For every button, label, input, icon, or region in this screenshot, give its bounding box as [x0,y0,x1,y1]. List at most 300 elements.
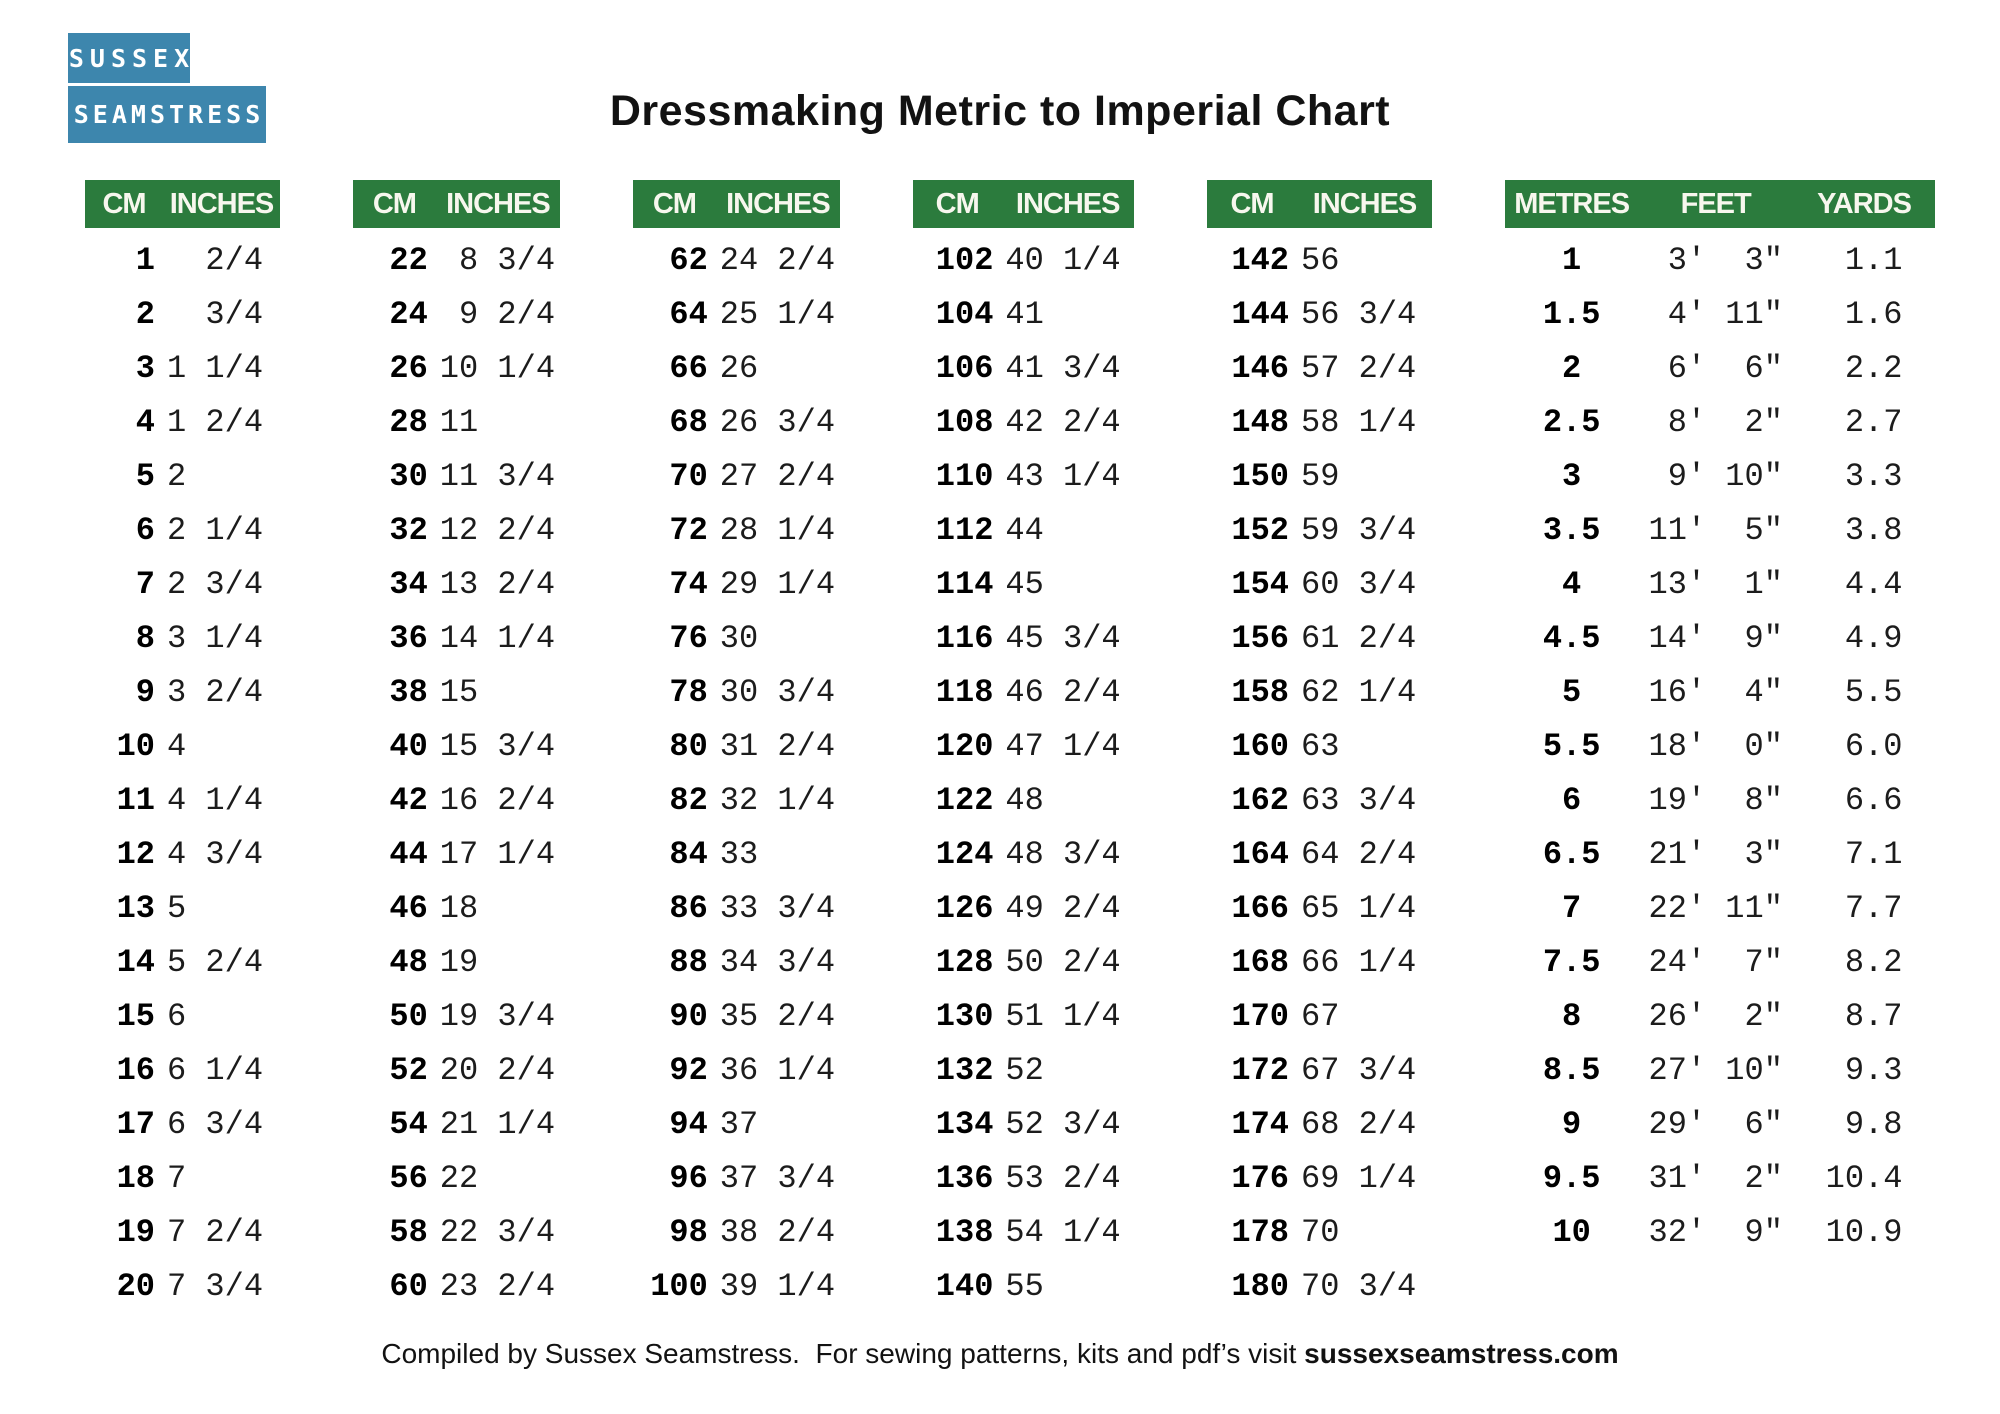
table-row [1207,557,1432,611]
table-row [85,719,280,773]
table-row [353,287,560,341]
cm-value: 142 [1231,241,1289,279]
cm-value: 42 [389,781,428,819]
feet-value: 11' 5" [1648,511,1783,549]
cm-value: 138 [935,1213,994,1251]
table-row [1207,989,1432,1043]
cm-value: 118 [935,673,994,711]
table-row [85,881,280,935]
cm-value: 17 [116,1105,155,1143]
yards-value: 2.2 [1825,349,1903,387]
feet-value: 14' 9" [1648,619,1783,657]
conversion-tables [85,180,1935,1313]
feet-value: 31' 2" [1648,1159,1783,1197]
cm-value: 76 [669,619,708,657]
logo-line-seamstress: SEAMSTRESS [68,86,266,143]
table-row [85,665,280,719]
inches-value: 67 3/4 [1301,1051,1417,1089]
inches-value: 37 [719,1105,759,1143]
table-row [85,935,280,989]
cm-value: 116 [935,619,994,657]
inches-value: 3 2/4 [167,673,264,711]
feet-value: 26' 2" [1648,997,1783,1035]
table-row [353,773,560,827]
cm-value: 90 [669,997,708,1035]
cm-value: 150 [1231,457,1289,495]
metres-value: 6 [1562,781,1582,819]
inches-value: 66 1/4 [1301,943,1417,981]
cm-value: 3 [135,349,155,387]
table-row [633,827,840,881]
table-row [353,557,560,611]
table-row [1207,287,1432,341]
inches-value: 70 3/4 [1301,1267,1417,1305]
cm-value: 114 [935,565,994,603]
column-header-cm: CM [1230,187,1274,220]
table-row [1505,719,1935,773]
cm-value: 28 [389,403,428,441]
yards-value: 7.1 [1825,835,1903,873]
inches-value: 49 2/4 [1005,889,1121,927]
inches-value: 24 2/4 [719,241,836,279]
column-header-feet: FEET [1680,187,1751,220]
table-rows [633,233,840,1313]
table-row [1207,665,1432,719]
column-header-cm: CM [935,187,979,220]
table-row [353,1097,560,1151]
feet-value: 32' 9" [1648,1213,1783,1251]
table-header [1505,180,1935,228]
inches-value: 32 1/4 [719,781,836,819]
inches-value: 48 3/4 [1005,835,1121,873]
table-row [913,1097,1134,1151]
cm-value: 174 [1231,1105,1289,1143]
table-row [353,503,560,557]
cm-value: 178 [1231,1213,1289,1251]
cm-value: 166 [1231,889,1289,927]
metres-value: 7.5 [1542,943,1601,981]
cm-value: 88 [669,943,708,981]
table-row [353,395,560,449]
cm-value: 148 [1231,403,1289,441]
table-row [353,935,560,989]
table-row [913,611,1134,665]
table-row [353,341,560,395]
inches-value: 17 1/4 [439,835,556,873]
table-row [913,1205,1134,1259]
yards-value: 2.7 [1825,403,1903,441]
inches-value: 43 1/4 [1005,457,1121,495]
inches-value: 11 [439,403,479,441]
yards-value: 9.3 [1825,1051,1903,1089]
table-row [1505,773,1935,827]
table-row [1207,449,1432,503]
inches-value: 63 [1301,727,1340,765]
table-row [633,341,840,395]
cm-value: 22 [389,241,428,279]
column-header-inches: INCHES [1015,187,1120,220]
table-row [913,827,1134,881]
inches-value: 2 3/4 [167,565,264,603]
inches-value: 18 [439,889,479,927]
cm-value: 104 [935,295,994,333]
table-row [913,719,1134,773]
cm-value: 158 [1231,673,1289,711]
inches-value: 54 1/4 [1005,1213,1121,1251]
inches-value: 4 [167,727,187,765]
table-row [85,341,280,395]
yards-value: 3.3 [1825,457,1903,495]
cm-value: 36 [389,619,428,657]
cm-value: 7 [135,565,155,603]
inches-value: 16 2/4 [439,781,556,819]
inches-value: 10 1/4 [439,349,556,387]
table-rows [353,233,560,1313]
metres-value: 9.5 [1542,1159,1601,1197]
inches-value: 2 [167,457,187,495]
yards-value: 6.6 [1825,781,1903,819]
metres-value: 1.5 [1542,295,1601,333]
cm-value: 152 [1231,511,1289,549]
table-row [353,1205,560,1259]
column-header-metres: METRES [1514,187,1630,220]
table-row [633,1151,840,1205]
inches-value: 6 3/4 [167,1105,264,1143]
table-row [913,1259,1134,1313]
inches-value: 62 1/4 [1301,673,1417,711]
inches-value: 2/4 [167,241,264,279]
cm-value: 160 [1231,727,1289,765]
cm-value: 170 [1231,997,1289,1035]
inches-value: 19 [439,943,479,981]
table-row [633,935,840,989]
cm-value: 52 [389,1051,428,1089]
inches-value: 48 [1005,781,1044,819]
cm-value: 26 [389,349,428,387]
table-row [1207,395,1432,449]
cm-value: 58 [389,1213,428,1251]
table-row [913,773,1134,827]
table-row [1505,881,1935,935]
table-row [353,1151,560,1205]
inches-value: 26 3/4 [719,403,836,441]
inches-value: 33 [719,835,759,873]
table-row [1505,1151,1935,1205]
table-row [633,557,840,611]
yards-value: 4.9 [1825,619,1903,657]
table-row [1207,611,1432,665]
cm-value: 74 [669,565,708,603]
inches-value: 65 1/4 [1301,889,1417,927]
inches-value: 15 [439,673,479,711]
cm-table-3 [633,180,840,1313]
cm-value: 10 [116,727,155,765]
table-row [85,449,280,503]
table-row [1505,287,1935,341]
cm-value: 164 [1231,835,1289,873]
table-row [85,1259,280,1313]
inches-value: 11 3/4 [439,457,556,495]
inches-value: 13 2/4 [439,565,556,603]
table-row [1505,557,1935,611]
inches-value: 44 [1005,511,1044,549]
inches-value: 29 1/4 [719,565,836,603]
table-row [913,557,1134,611]
table-row [85,1043,280,1097]
yards-value: 10.9 [1825,1213,1903,1251]
inches-value: 34 3/4 [719,943,836,981]
cm-value: 176 [1231,1159,1289,1197]
inches-value: 8 3/4 [439,241,556,279]
inches-value: 7 2/4 [167,1213,264,1251]
inches-value: 23 2/4 [439,1267,556,1305]
table-rows [913,233,1134,1313]
cm-value: 112 [935,511,994,549]
cm-value: 130 [935,997,994,1035]
cm-value: 108 [935,403,994,441]
inches-value: 25 1/4 [719,295,836,333]
cm-value: 44 [389,835,428,873]
table-row [913,665,1134,719]
table-row [85,1151,280,1205]
cm-value: 140 [935,1267,994,1305]
metres-value: 3 [1562,457,1582,495]
table-row [85,233,280,287]
cm-value: 38 [389,673,428,711]
feet-value: 27' 10" [1648,1051,1783,1089]
yards-value: 10.4 [1825,1159,1903,1197]
inches-value: 4 1/4 [167,781,264,819]
table-row [633,1259,840,1313]
inches-value: 22 3/4 [439,1213,556,1251]
yards-value: 7.7 [1825,889,1903,927]
cm-value: 128 [935,943,994,981]
table-row [633,1097,840,1151]
yards-value: 1.6 [1825,295,1903,333]
column-header-inches: INCHES [1312,187,1417,220]
inches-value: 20 2/4 [439,1051,556,1089]
inches-value: 6 [167,997,187,1035]
table-rows [1505,233,1935,1259]
inches-value: 47 1/4 [1005,727,1121,765]
cm-value: 82 [669,781,708,819]
footer-credit [0,1338,2000,1370]
yards-value: 8.2 [1825,943,1903,981]
cm-value: 180 [1231,1267,1289,1305]
cm-value: 50 [389,997,428,1035]
feet-value: 9' 10" [1648,457,1783,495]
feet-value: 24' 7" [1648,943,1783,981]
inches-value: 59 [1301,457,1340,495]
cm-value: 78 [669,673,708,711]
table-row [85,989,280,1043]
inches-value: 55 [1005,1267,1044,1305]
table-row [1505,935,1935,989]
inches-value: 5 2/4 [167,943,264,981]
table-row [633,233,840,287]
inches-value: 37 3/4 [719,1159,836,1197]
table-row [1505,1043,1935,1097]
inches-value: 50 2/4 [1005,943,1121,981]
cm-value: 86 [669,889,708,927]
column-header-inches: INCHES [726,187,830,220]
yards-value: 1.1 [1825,241,1903,279]
table-row [633,449,840,503]
inches-value: 67 [1301,997,1340,1035]
feet-value: 3' 3" [1648,241,1783,279]
table-row [1505,341,1935,395]
table-row [353,719,560,773]
footer-text: Compiled by Sussex Seamstress. For sewing patterns, kits and pdf’s visit [381,1338,1305,1369]
table-row [913,1151,1134,1205]
inches-value: 26 [719,349,759,387]
inches-value: 70 [1301,1213,1340,1251]
inches-value: 7 3/4 [167,1267,264,1305]
cm-value: 40 [389,727,428,765]
metres-value: 8.5 [1542,1051,1601,1089]
table-row [353,611,560,665]
table-row [85,1097,280,1151]
table-row [85,611,280,665]
cm-value: 94 [669,1105,708,1143]
table-row [1505,503,1935,557]
inches-value: 68 2/4 [1301,1105,1417,1143]
cm-value: 84 [669,835,708,873]
inches-value: 6 1/4 [167,1051,264,1089]
inches-value: 52 3/4 [1005,1105,1121,1143]
table-row [85,827,280,881]
inches-value: 1 1/4 [167,349,264,387]
inches-value: 56 [1301,241,1340,279]
inches-value: 51 1/4 [1005,997,1121,1035]
inches-value: 53 2/4 [1005,1159,1121,1197]
feet-value: 18' 0" [1648,727,1783,765]
feet-value: 29' 6" [1648,1105,1783,1143]
table-row [633,503,840,557]
table-row [1207,935,1432,989]
inches-value: 3/4 [167,295,264,333]
cm-value: 48 [389,943,428,981]
cm-value: 9 [135,673,155,711]
table-row [1207,1043,1432,1097]
table-row [1207,503,1432,557]
table-row [1207,341,1432,395]
feet-value: 21' 3" [1648,835,1783,873]
inches-value: 41 3/4 [1005,349,1121,387]
metres-value: 6.5 [1542,835,1601,873]
table-row [353,449,560,503]
cm-value: 5 [135,457,155,495]
logo-line-sussex: SUSSEX [68,33,190,83]
cm-table-1 [85,180,280,1313]
yards-value: 5.5 [1825,673,1903,711]
metres-value: 5 [1562,673,1582,711]
table-row [1505,611,1935,665]
inches-value: 64 2/4 [1301,835,1417,873]
table-header [85,180,280,228]
cm-value: 126 [935,889,994,927]
feet-value: 19' 8" [1648,781,1783,819]
cm-value: 32 [389,511,428,549]
cm-value: 72 [669,511,708,549]
cm-value: 54 [389,1105,428,1143]
cm-value: 102 [935,241,994,279]
metres-value: 2.5 [1542,403,1601,441]
metres-value: 4.5 [1542,619,1601,657]
inches-value: 5 [167,889,187,927]
table-row [913,287,1134,341]
inches-value: 1 2/4 [167,403,264,441]
cm-value: 68 [669,403,708,441]
cm-value: 106 [935,349,994,387]
cm-value: 56 [389,1159,428,1197]
feet-value: 16' 4" [1648,673,1783,711]
table-header [353,180,560,228]
table-row [1207,827,1432,881]
yards-value: 6.0 [1825,727,1903,765]
inches-value: 52 [1005,1051,1044,1089]
yards-value: 9.8 [1825,1105,1903,1143]
inches-value: 12 2/4 [439,511,556,549]
feet-value: 6' 6" [1648,349,1783,387]
table-row [1207,773,1432,827]
cm-value: 80 [669,727,708,765]
cm-table-4 [913,180,1134,1313]
table-row [633,611,840,665]
footer-website: sussexseamstress.com [1304,1338,1619,1369]
inches-value: 35 2/4 [719,997,836,1035]
feet-value: 4' 11" [1648,295,1783,333]
table-row [353,989,560,1043]
metres-value: 1 [1562,241,1582,279]
cm-value: 24 [389,295,428,333]
inches-value: 61 2/4 [1301,619,1417,657]
inches-value: 45 3/4 [1005,619,1121,657]
table-row [353,665,560,719]
cm-value: 12 [116,835,155,873]
column-header-cm: CM [372,187,416,220]
inches-value: 36 1/4 [719,1051,836,1089]
cm-value: 154 [1231,565,1289,603]
cm-value: 8 [135,619,155,657]
inches-value: 45 [1005,565,1044,603]
inches-value: 31 2/4 [719,727,836,765]
table-row [353,1259,560,1313]
table-row [633,395,840,449]
cm-value: 6 [135,511,155,549]
inches-value: 59 3/4 [1301,511,1417,549]
feet-value: 22' 11" [1648,889,1783,927]
inches-value: 46 2/4 [1005,673,1121,711]
cm-value: 172 [1231,1051,1289,1089]
inches-value: 57 2/4 [1301,349,1417,387]
cm-value: 70 [669,457,708,495]
table-row [633,773,840,827]
table-row [1505,233,1935,287]
table-row [913,935,1134,989]
cm-value: 100 [650,1267,708,1305]
inches-value: 30 [719,619,759,657]
table-row [353,1043,560,1097]
table-row [85,287,280,341]
table-row [1207,1259,1432,1313]
cm-value: 19 [116,1213,155,1251]
inches-value: 69 1/4 [1301,1159,1417,1197]
metres-value: 5.5 [1542,727,1601,765]
table-row [913,881,1134,935]
table-row [1207,1151,1432,1205]
cm-value: 11 [116,781,155,819]
